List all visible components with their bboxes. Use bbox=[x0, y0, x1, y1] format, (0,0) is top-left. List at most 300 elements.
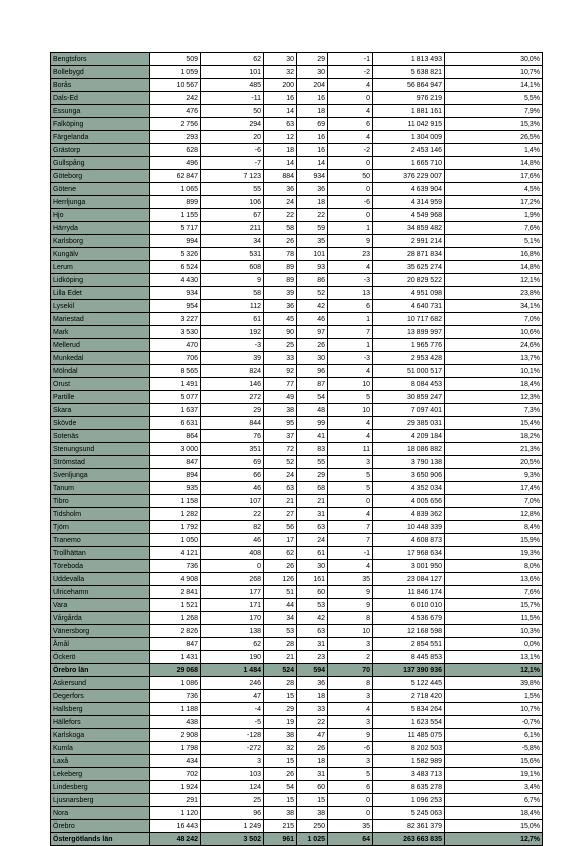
value-cell: 7 bbox=[328, 534, 373, 547]
value-cell: 10 bbox=[328, 378, 373, 391]
value-cell: 1 924 bbox=[150, 781, 201, 794]
municipality-name-cell: Mölndal bbox=[51, 365, 150, 378]
value-cell: 2 908 bbox=[150, 729, 201, 742]
value-cell: 2 453 146 bbox=[373, 144, 445, 157]
value-cell: 1 623 554 bbox=[373, 716, 445, 729]
table-row bbox=[51, 833, 543, 846]
value-cell: 894 bbox=[150, 469, 201, 482]
value-cell: 1 582 989 bbox=[373, 755, 445, 768]
value-cell: 146 bbox=[201, 378, 264, 391]
value-cell: 26 bbox=[297, 339, 328, 352]
value-cell: 78 bbox=[264, 248, 297, 261]
municipality-name-cell: Grästorp bbox=[51, 144, 150, 157]
value-cell: 4 951 098 bbox=[373, 287, 445, 300]
value-cell: 38 bbox=[264, 404, 297, 417]
value-cell: 12 168 598 bbox=[373, 625, 445, 638]
value-cell: 15 bbox=[264, 794, 297, 807]
value-cell: 4 352 034 bbox=[373, 482, 445, 495]
value-cell: 63 bbox=[297, 625, 328, 638]
value-cell: 7 bbox=[328, 326, 373, 339]
value-cell: 5 bbox=[328, 391, 373, 404]
municipality-name-cell: Åmål bbox=[51, 638, 150, 651]
value-cell: 38 bbox=[264, 807, 297, 820]
value-cell: 4 209 184 bbox=[373, 430, 445, 443]
municipality-name-cell: Falköping bbox=[51, 118, 150, 131]
value-cell: 0 bbox=[328, 807, 373, 820]
value-cell: 976 219 bbox=[373, 92, 445, 105]
table-row bbox=[51, 664, 543, 677]
value-cell: 15 bbox=[264, 690, 297, 703]
table-row bbox=[51, 638, 543, 651]
value-cell: 24 bbox=[264, 196, 297, 209]
value-cell: 864 bbox=[150, 430, 201, 443]
value-cell: 291 bbox=[150, 794, 201, 807]
value-cell: 112 bbox=[201, 300, 264, 313]
table-row bbox=[51, 521, 543, 534]
value-cell: 2 826 bbox=[150, 625, 201, 638]
value-cell: 101 bbox=[201, 66, 264, 79]
table-row bbox=[51, 391, 543, 404]
value-cell: 3 bbox=[328, 638, 373, 651]
value-cell: 4,5% bbox=[445, 183, 543, 196]
value-cell: 11 042 915 bbox=[373, 118, 445, 131]
table-row bbox=[51, 196, 543, 209]
municipality-name-cell: Partille bbox=[51, 391, 150, 404]
value-cell: 16,8% bbox=[445, 248, 543, 261]
value-cell: 17,2% bbox=[445, 196, 543, 209]
value-cell: 15 bbox=[264, 755, 297, 768]
table-row bbox=[51, 625, 543, 638]
value-cell: 935 bbox=[150, 482, 201, 495]
value-cell: 39 bbox=[201, 352, 264, 365]
municipality-name-cell: Laxå bbox=[51, 755, 150, 768]
value-cell: 9 bbox=[201, 274, 264, 287]
table-body bbox=[51, 53, 543, 846]
table-row bbox=[51, 716, 543, 729]
value-cell: 3 530 bbox=[150, 326, 201, 339]
value-cell: 31 bbox=[297, 508, 328, 521]
value-cell: 97 bbox=[297, 326, 328, 339]
value-cell: 30 bbox=[297, 560, 328, 573]
value-cell: 4 549 968 bbox=[373, 209, 445, 222]
value-cell: 8 bbox=[328, 612, 373, 625]
value-cell: 1 798 bbox=[150, 742, 201, 755]
value-cell: 83 bbox=[297, 443, 328, 456]
value-cell: 77 bbox=[264, 378, 297, 391]
value-cell: 6,1% bbox=[445, 729, 543, 742]
table-row bbox=[51, 677, 543, 690]
value-cell: 7,6% bbox=[445, 222, 543, 235]
value-cell: 66 bbox=[201, 469, 264, 482]
municipality-name-cell: Askersund bbox=[51, 677, 150, 690]
table-row bbox=[51, 235, 543, 248]
value-cell: 5 bbox=[328, 482, 373, 495]
value-cell: 18,4% bbox=[445, 807, 543, 820]
value-cell: 63 bbox=[297, 521, 328, 534]
value-cell: 89 bbox=[264, 261, 297, 274]
value-cell: 29 bbox=[297, 53, 328, 66]
value-cell: 18 bbox=[297, 690, 328, 703]
value-cell: -1 bbox=[328, 53, 373, 66]
value-cell: 263 663 835 bbox=[373, 833, 445, 846]
value-cell: 0 bbox=[328, 157, 373, 170]
value-cell: 242 bbox=[150, 92, 201, 105]
municipality-name-cell: Borås bbox=[51, 79, 150, 92]
value-cell: 3 bbox=[328, 690, 373, 703]
value-cell: 17,4% bbox=[445, 482, 543, 495]
municipality-name-cell: Mariestad bbox=[51, 313, 150, 326]
table-row bbox=[51, 703, 543, 716]
value-cell: 9 bbox=[328, 729, 373, 742]
value-cell: 4 bbox=[328, 365, 373, 378]
value-cell: 470 bbox=[150, 339, 201, 352]
value-cell: 8,4% bbox=[445, 521, 543, 534]
municipality-name-cell: Degerfors bbox=[51, 690, 150, 703]
value-cell: 69 bbox=[201, 456, 264, 469]
value-cell: 48 242 bbox=[150, 833, 201, 846]
value-cell: 124 bbox=[201, 781, 264, 794]
value-cell: 272 bbox=[201, 391, 264, 404]
value-cell: 2 756 bbox=[150, 118, 201, 131]
municipality-name-cell: Uddevalla bbox=[51, 573, 150, 586]
value-cell: 32 bbox=[264, 742, 297, 755]
value-cell: 30 bbox=[297, 66, 328, 79]
value-cell: 21 bbox=[297, 495, 328, 508]
value-cell: 82 361 379 bbox=[373, 820, 445, 833]
table-row bbox=[51, 53, 543, 66]
value-cell: 628 bbox=[150, 144, 201, 157]
value-cell: 41 bbox=[297, 430, 328, 443]
value-cell: 30 bbox=[297, 352, 328, 365]
value-cell: 7 097 401 bbox=[373, 404, 445, 417]
value-cell: 6 010 010 bbox=[373, 599, 445, 612]
table-row bbox=[51, 261, 543, 274]
value-cell: 62 847 bbox=[150, 170, 201, 183]
municipality-name-cell: Herrljunga bbox=[51, 196, 150, 209]
value-cell: 21 bbox=[264, 495, 297, 508]
value-cell: -3 bbox=[201, 339, 264, 352]
table-row bbox=[51, 248, 543, 261]
value-cell: 25 bbox=[264, 339, 297, 352]
value-cell: 204 bbox=[297, 79, 328, 92]
value-cell: 9,3% bbox=[445, 469, 543, 482]
value-cell: 23 bbox=[328, 248, 373, 261]
municipality-name-cell: Strömstad bbox=[51, 456, 150, 469]
value-cell: 485 bbox=[201, 79, 264, 92]
value-cell: 15,7% bbox=[445, 599, 543, 612]
value-cell: 62 bbox=[201, 638, 264, 651]
value-cell: 4 639 904 bbox=[373, 183, 445, 196]
value-cell: 4 908 bbox=[150, 573, 201, 586]
value-cell: 1 304 009 bbox=[373, 131, 445, 144]
value-cell: 12 bbox=[264, 131, 297, 144]
value-cell: 35 bbox=[297, 235, 328, 248]
value-cell: 8 445 853 bbox=[373, 651, 445, 664]
value-cell: 63 bbox=[264, 482, 297, 495]
value-cell: 60 bbox=[297, 586, 328, 599]
value-cell: -6 bbox=[201, 144, 264, 157]
value-cell: 4 bbox=[328, 131, 373, 144]
municipality-name-cell: Tranemo bbox=[51, 534, 150, 547]
value-cell: 29 bbox=[264, 703, 297, 716]
value-cell: 250 bbox=[297, 820, 328, 833]
value-cell: 20 bbox=[201, 131, 264, 144]
value-cell: 68 bbox=[297, 482, 328, 495]
value-cell: 35 bbox=[328, 573, 373, 586]
value-cell: 5 717 bbox=[150, 222, 201, 235]
value-cell: 23,8% bbox=[445, 287, 543, 300]
value-cell: 18 086 882 bbox=[373, 443, 445, 456]
value-cell: 1 bbox=[328, 339, 373, 352]
value-cell: 5 077 bbox=[150, 391, 201, 404]
value-cell: 10 448 339 bbox=[373, 521, 445, 534]
value-cell: 1 050 bbox=[150, 534, 201, 547]
value-cell: 11 bbox=[328, 443, 373, 456]
value-cell: 23 084 127 bbox=[373, 573, 445, 586]
value-cell: 103 bbox=[201, 768, 264, 781]
table-row bbox=[51, 404, 543, 417]
value-cell: 54 bbox=[297, 391, 328, 404]
value-cell: 99 bbox=[297, 417, 328, 430]
value-cell: 29 bbox=[297, 469, 328, 482]
value-cell: 53 bbox=[297, 599, 328, 612]
value-cell: 1 268 bbox=[150, 612, 201, 625]
value-cell: 15,4% bbox=[445, 417, 543, 430]
municipality-name-cell: Skövde bbox=[51, 417, 150, 430]
value-cell: 16 bbox=[264, 92, 297, 105]
value-cell: 2 bbox=[328, 651, 373, 664]
table-row bbox=[51, 599, 543, 612]
value-cell: 1 491 bbox=[150, 378, 201, 391]
value-cell: 61 bbox=[201, 313, 264, 326]
value-cell: 67 bbox=[201, 209, 264, 222]
value-cell: 4 608 873 bbox=[373, 534, 445, 547]
municipality-name-cell: Sotenäs bbox=[51, 430, 150, 443]
value-cell: 0 bbox=[328, 794, 373, 807]
value-cell: 15,0% bbox=[445, 820, 543, 833]
value-cell: 4 314 959 bbox=[373, 196, 445, 209]
value-cell: 29 385 031 bbox=[373, 417, 445, 430]
value-cell: 408 bbox=[201, 547, 264, 560]
value-cell: 177 bbox=[201, 586, 264, 599]
municipality-name-cell: Tidsholm bbox=[51, 508, 150, 521]
value-cell: 51 bbox=[264, 586, 297, 599]
value-cell: 3 000 bbox=[150, 443, 201, 456]
value-cell: -272 bbox=[201, 742, 264, 755]
value-cell: 13,1% bbox=[445, 651, 543, 664]
value-cell: 8,0% bbox=[445, 560, 543, 573]
value-cell: 92 bbox=[264, 365, 297, 378]
municipality-name-cell: Härryda bbox=[51, 222, 150, 235]
value-cell: 10,7% bbox=[445, 703, 543, 716]
municipality-name-cell: Karlskoga bbox=[51, 729, 150, 742]
value-cell: 34 bbox=[264, 612, 297, 625]
value-cell: 170 bbox=[201, 612, 264, 625]
value-cell: 6 bbox=[328, 300, 373, 313]
value-cell: 10,6% bbox=[445, 326, 543, 339]
value-cell: 24 bbox=[264, 469, 297, 482]
value-cell: 12,1% bbox=[445, 664, 543, 677]
value-cell: 96 bbox=[297, 365, 328, 378]
value-cell: 21 bbox=[264, 651, 297, 664]
value-cell: 4 bbox=[328, 430, 373, 443]
value-cell: 63 bbox=[264, 118, 297, 131]
municipality-name-cell: Öckerö bbox=[51, 651, 150, 664]
value-cell: 86 bbox=[297, 274, 328, 287]
municipality-name-cell: Örebro bbox=[51, 820, 150, 833]
value-cell: 55 bbox=[201, 183, 264, 196]
value-cell: 4 839 362 bbox=[373, 508, 445, 521]
value-cell: 351 bbox=[201, 443, 264, 456]
value-cell: 376 229 007 bbox=[373, 170, 445, 183]
value-cell: 200 bbox=[264, 79, 297, 92]
value-cell: 52 bbox=[264, 456, 297, 469]
value-cell: 11 485 075 bbox=[373, 729, 445, 742]
value-cell: 4 bbox=[328, 79, 373, 92]
value-cell: 476 bbox=[150, 105, 201, 118]
value-cell: 5 638 821 bbox=[373, 66, 445, 79]
value-cell: 7,6% bbox=[445, 586, 543, 599]
value-cell: 1 188 bbox=[150, 703, 201, 716]
table-row bbox=[51, 170, 543, 183]
value-cell: 46 bbox=[201, 534, 264, 547]
value-cell: 3 650 906 bbox=[373, 469, 445, 482]
municipality-name-cell: Tibro bbox=[51, 495, 150, 508]
value-cell: 1 965 776 bbox=[373, 339, 445, 352]
value-cell: 8 635 278 bbox=[373, 781, 445, 794]
value-cell: 59 bbox=[297, 222, 328, 235]
value-cell: 11 846 174 bbox=[373, 586, 445, 599]
table-row bbox=[51, 482, 543, 495]
municipality-name-cell: Trollhättan bbox=[51, 547, 150, 560]
municipality-name-cell: Tanum bbox=[51, 482, 150, 495]
municipality-name-cell: Orust bbox=[51, 378, 150, 391]
value-cell: 14,8% bbox=[445, 261, 543, 274]
value-cell: 26 bbox=[297, 742, 328, 755]
value-cell: -3 bbox=[328, 352, 373, 365]
table-row bbox=[51, 651, 543, 664]
value-cell: 14 bbox=[264, 157, 297, 170]
table-row bbox=[51, 287, 543, 300]
value-cell: 1,4% bbox=[445, 144, 543, 157]
value-cell: 69 bbox=[297, 118, 328, 131]
municipality-name-cell: Kungälv bbox=[51, 248, 150, 261]
value-cell: 899 bbox=[150, 196, 201, 209]
municipality-name-cell: Essunga bbox=[51, 105, 150, 118]
value-cell: 17 bbox=[264, 534, 297, 547]
value-cell: 58 bbox=[201, 287, 264, 300]
table-row bbox=[51, 66, 543, 79]
value-cell: 34,1% bbox=[445, 300, 543, 313]
value-cell: 22 bbox=[264, 209, 297, 222]
municipality-name-cell: Färgelanda bbox=[51, 131, 150, 144]
value-cell: 30 bbox=[264, 53, 297, 66]
value-cell: 7 123 bbox=[201, 170, 264, 183]
municipality-name-cell: Tjörn bbox=[51, 521, 150, 534]
table-row bbox=[51, 300, 543, 313]
value-cell: 38 bbox=[264, 729, 297, 742]
value-cell: 1,9% bbox=[445, 209, 543, 222]
value-cell: 47 bbox=[297, 729, 328, 742]
value-cell: 7,0% bbox=[445, 495, 543, 508]
table-row bbox=[51, 586, 543, 599]
table-row bbox=[51, 443, 543, 456]
value-cell: 3 001 950 bbox=[373, 560, 445, 573]
table-row bbox=[51, 469, 543, 482]
value-cell: 3 227 bbox=[150, 313, 201, 326]
value-cell: 15,3% bbox=[445, 118, 543, 131]
value-cell: -6 bbox=[328, 742, 373, 755]
value-cell: 2 854 551 bbox=[373, 638, 445, 651]
value-cell: 8 bbox=[328, 677, 373, 690]
value-cell: 884 bbox=[264, 170, 297, 183]
municipality-name-cell: Bollebygd bbox=[51, 66, 150, 79]
value-cell: -11 bbox=[201, 92, 264, 105]
value-cell: 531 bbox=[201, 248, 264, 261]
value-cell: 12,8% bbox=[445, 508, 543, 521]
value-cell: 107 bbox=[201, 495, 264, 508]
value-cell: 29 068 bbox=[150, 664, 201, 677]
value-cell: 13,7% bbox=[445, 352, 543, 365]
value-cell: 20,5% bbox=[445, 456, 543, 469]
value-cell: 12,3% bbox=[445, 391, 543, 404]
value-cell: 8 565 bbox=[150, 365, 201, 378]
value-cell: 35 bbox=[328, 820, 373, 833]
value-cell: 18,4% bbox=[445, 378, 543, 391]
value-cell: 2 718 420 bbox=[373, 690, 445, 703]
value-cell: 50 bbox=[328, 170, 373, 183]
value-cell: 13 bbox=[328, 287, 373, 300]
table-row bbox=[51, 430, 543, 443]
table-row bbox=[51, 573, 543, 586]
value-cell: 26,5% bbox=[445, 131, 543, 144]
table-row bbox=[51, 378, 543, 391]
municipality-name-cell: Vara bbox=[51, 599, 150, 612]
value-cell: 36 bbox=[264, 183, 297, 196]
value-cell: 15,9% bbox=[445, 534, 543, 547]
value-cell: 0 bbox=[328, 209, 373, 222]
value-cell: 14 bbox=[264, 105, 297, 118]
value-cell: 268 bbox=[201, 573, 264, 586]
value-cell: 1 665 710 bbox=[373, 157, 445, 170]
value-cell: -5,8% bbox=[445, 742, 543, 755]
value-cell: 7,3% bbox=[445, 404, 543, 417]
value-cell: 45 bbox=[264, 313, 297, 326]
value-cell: 137 390 936 bbox=[373, 664, 445, 677]
value-cell: 33 bbox=[297, 703, 328, 716]
value-cell: 4 bbox=[328, 261, 373, 274]
table-row bbox=[51, 79, 543, 92]
value-cell: 22 bbox=[297, 209, 328, 222]
value-cell: 30 859 247 bbox=[373, 391, 445, 404]
value-cell: 1 521 bbox=[150, 599, 201, 612]
municipality-name-cell: Hallsberg bbox=[51, 703, 150, 716]
value-cell: 4 bbox=[328, 417, 373, 430]
value-cell: 1 025 bbox=[297, 833, 328, 846]
value-cell: 58 bbox=[264, 222, 297, 235]
value-cell: 10,3% bbox=[445, 625, 543, 638]
value-cell: 11,5% bbox=[445, 612, 543, 625]
value-cell: 702 bbox=[150, 768, 201, 781]
municipality-name-cell: Lerum bbox=[51, 261, 150, 274]
value-cell: 31 bbox=[297, 768, 328, 781]
value-cell: 190 bbox=[201, 651, 264, 664]
value-cell: -1 bbox=[328, 547, 373, 560]
value-cell: 95 bbox=[264, 417, 297, 430]
value-cell: 47 bbox=[201, 690, 264, 703]
value-cell: 5,5% bbox=[445, 92, 543, 105]
value-cell: 6,7% bbox=[445, 794, 543, 807]
